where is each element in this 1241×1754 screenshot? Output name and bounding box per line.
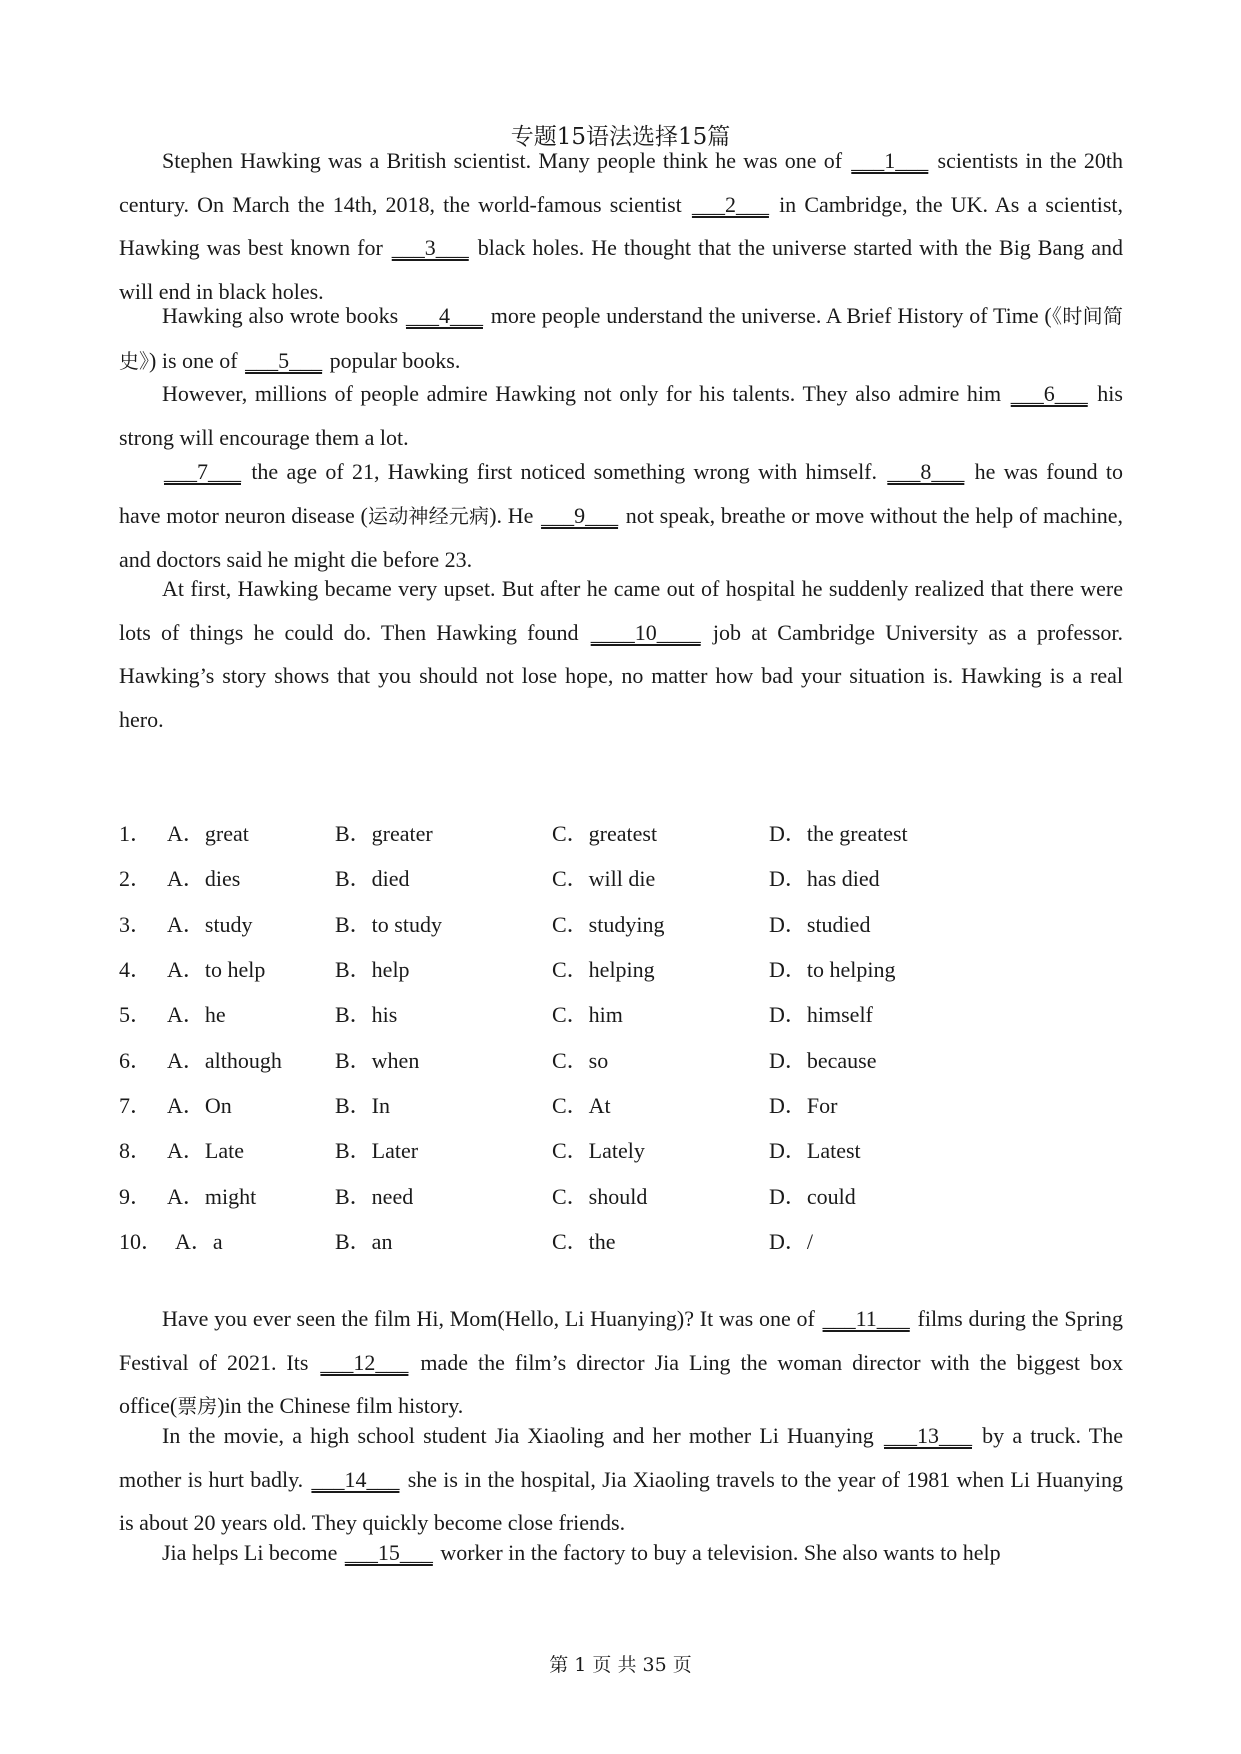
option-b: B．died	[335, 866, 410, 891]
question-number: 6．	[119, 1048, 153, 1073]
option-c: C．should	[552, 1184, 648, 1209]
option-c: C．helping	[552, 957, 655, 982]
question-row	[119, 862, 1123, 892]
option-b: B．his	[335, 1002, 398, 1027]
page-title: 专题15语法选择15篇	[510, 124, 731, 150]
option-a: A．although	[167, 1048, 282, 1073]
text: popular books.	[324, 347, 461, 373]
blank-13: ___13___	[884, 1423, 972, 1448]
question-number: 3．	[119, 912, 153, 937]
option-a: A．a	[175, 1229, 223, 1254]
text: scientists in the 20th century. On March the 14th, 2018, the world-famous scientist	[119, 148, 1123, 217]
option-b: B．need	[335, 1184, 414, 1209]
option-c: C．Lately	[552, 1138, 645, 1163]
text: black holes. He thought that the universe started with the Big Bang and will end in black holes.	[119, 235, 1123, 304]
text: In the movie, a high school student Jia Xiaoling and her mother Li Huanying	[162, 1423, 882, 1448]
option-d: D．because	[769, 1048, 877, 1073]
option-d: D．to helping	[769, 957, 896, 982]
option-d: D．Latest	[769, 1138, 861, 1163]
blank-5: ___5___	[245, 347, 323, 373]
option-a: A．might	[167, 1184, 257, 1209]
passage1-paragraph-4	[119, 450, 1123, 582]
text: by a truck. The mother is hurt badly.	[119, 1423, 1123, 1492]
option-a: A．dies	[167, 866, 241, 891]
blank-3: ___3___	[391, 235, 469, 260]
option-b: B．In	[335, 1093, 391, 1118]
question-row	[119, 817, 1123, 847]
option-c: C．so	[552, 1048, 609, 1073]
question-number: 7．	[119, 1093, 153, 1118]
option-b: B．when	[335, 1048, 420, 1073]
blank-11: ___11___	[822, 1306, 910, 1331]
question-row	[119, 1225, 1123, 1255]
blank-15: ___15___	[344, 1540, 433, 1565]
passage1-paragraph-1	[119, 139, 1123, 313]
question-number: 9．	[119, 1184, 153, 1209]
option-a: A．great	[167, 821, 249, 846]
text: not speak, breathe or move without the help of machine, and doctors said he might die before 23.	[119, 502, 1123, 572]
option-c: C．will die	[552, 866, 656, 891]
chinese-term: 票房	[177, 1394, 218, 1418]
option-c: C．him	[552, 1002, 623, 1027]
option-d: D．For	[769, 1093, 838, 1118]
text: However, millions of people admire Hawking not only for his talents. They also admire him	[162, 381, 1009, 406]
question-row	[119, 908, 1123, 938]
blank-8: ___8___	[887, 459, 965, 484]
blank-14: ___14___	[311, 1466, 400, 1492]
text: he was found to have motor neuron disease (	[119, 459, 1123, 528]
passage1-paragraph-5	[119, 567, 1123, 741]
text: in Cambridge, the UK. As a scientist, Hawking was best known for	[119, 191, 1123, 260]
text: Jia helps Li become	[162, 1540, 343, 1565]
text: more people understand the universe. A Brief History of Time (	[484, 303, 1052, 328]
blank-4: ___4___	[405, 303, 483, 328]
option-b: B．an	[335, 1229, 393, 1254]
blank-10: ____10____	[590, 619, 701, 645]
passage1-paragraph-2	[119, 294, 1123, 383]
option-c: C．the	[552, 1229, 616, 1254]
text: Hawking also wrote books	[162, 303, 404, 328]
chinese-title: 《时间简史》	[119, 304, 1123, 373]
passage2-paragraph-2	[119, 1414, 1123, 1545]
blank-2: ___2___	[691, 191, 769, 217]
option-a: A．On	[167, 1093, 232, 1118]
option-c: C．At	[552, 1093, 611, 1118]
option-b: B．help	[335, 957, 410, 982]
question-row	[119, 998, 1123, 1028]
option-a: A．study	[167, 912, 253, 937]
option-d: D．the greatest	[769, 821, 908, 846]
page-footer: 第 1 页 共 35 页	[549, 1654, 692, 1676]
option-a: A．he	[167, 1002, 226, 1027]
text: Have you ever seen the film Hi, Mom(Hello, Li Huanying)? It was one of	[162, 1306, 821, 1331]
passage1-paragraph-3	[119, 372, 1123, 459]
option-b: B．to study	[335, 912, 442, 937]
question-number: 10．	[119, 1229, 164, 1254]
text: she is in the hospital, Jia Xiaoling travels to the year of 1981 when Li Huanying is about 20 years old. They quickly become close friends.	[119, 1466, 1123, 1535]
chinese-term: 运动神经元病	[367, 503, 490, 528]
blank-7: ___7___	[164, 459, 241, 484]
option-d: D．studied	[769, 912, 871, 937]
text: made the film’s director Jia Ling the woman director with the biggest box office(	[119, 1349, 1123, 1418]
option-d: D．has died	[769, 866, 880, 891]
option-c: C．studying	[552, 912, 665, 937]
text: ). He	[489, 502, 540, 528]
option-d: D．/	[769, 1229, 814, 1254]
text: worker in the factory to buy a television. She also wants to help	[434, 1540, 1001, 1565]
text: films during the Spring Festival of 2021. Its	[119, 1306, 1123, 1375]
passage2-paragraph-1	[119, 1297, 1123, 1429]
text: ) is one of	[149, 347, 244, 373]
blank-6: ___6___	[1010, 381, 1088, 406]
blank-9: ___9___	[541, 502, 619, 528]
question-row	[119, 1134, 1123, 1164]
blank-12: ___12___	[320, 1349, 409, 1375]
question-row	[119, 953, 1123, 983]
question-row	[119, 1089, 1123, 1119]
text: At first, Hawking became very upset. But after he came out of hospital he suddenly realized that there were lots of things he could do. Then Hawking found	[119, 576, 1123, 645]
question-number: 4．	[119, 957, 153, 982]
text: the age of 21, Hawking first noticed something wrong with himself.	[243, 459, 886, 484]
text: his strong will encourage them a lot.	[119, 381, 1123, 450]
passage2-paragraph-3	[119, 1531, 1123, 1575]
option-b: B．Later	[335, 1138, 419, 1163]
text: job at Cambridge University as a professor. Hawking’s story shows that you should not lose hope, no matter how bad your situation is. Hawking is a real hero.	[119, 619, 1123, 732]
question-number: 5．	[119, 1002, 153, 1027]
option-a: A．to help	[167, 957, 266, 982]
question-row	[119, 1180, 1123, 1210]
option-d: D．himself	[769, 1002, 873, 1027]
option-b: B．greater	[335, 821, 433, 846]
text: )in the Chinese film history.	[217, 1393, 464, 1418]
option-c: C．greatest	[552, 821, 658, 846]
question-number: 8．	[119, 1138, 153, 1163]
text: Stephen Hawking was a British scientist. Many people think he was one of	[162, 148, 850, 173]
question-number: 1．	[119, 821, 153, 846]
question-number: 2．	[119, 866, 153, 891]
blank-1: ___1___	[851, 148, 929, 173]
option-d: D．could	[769, 1184, 856, 1209]
option-a: A．Late	[167, 1138, 244, 1163]
question-row	[119, 1044, 1123, 1074]
